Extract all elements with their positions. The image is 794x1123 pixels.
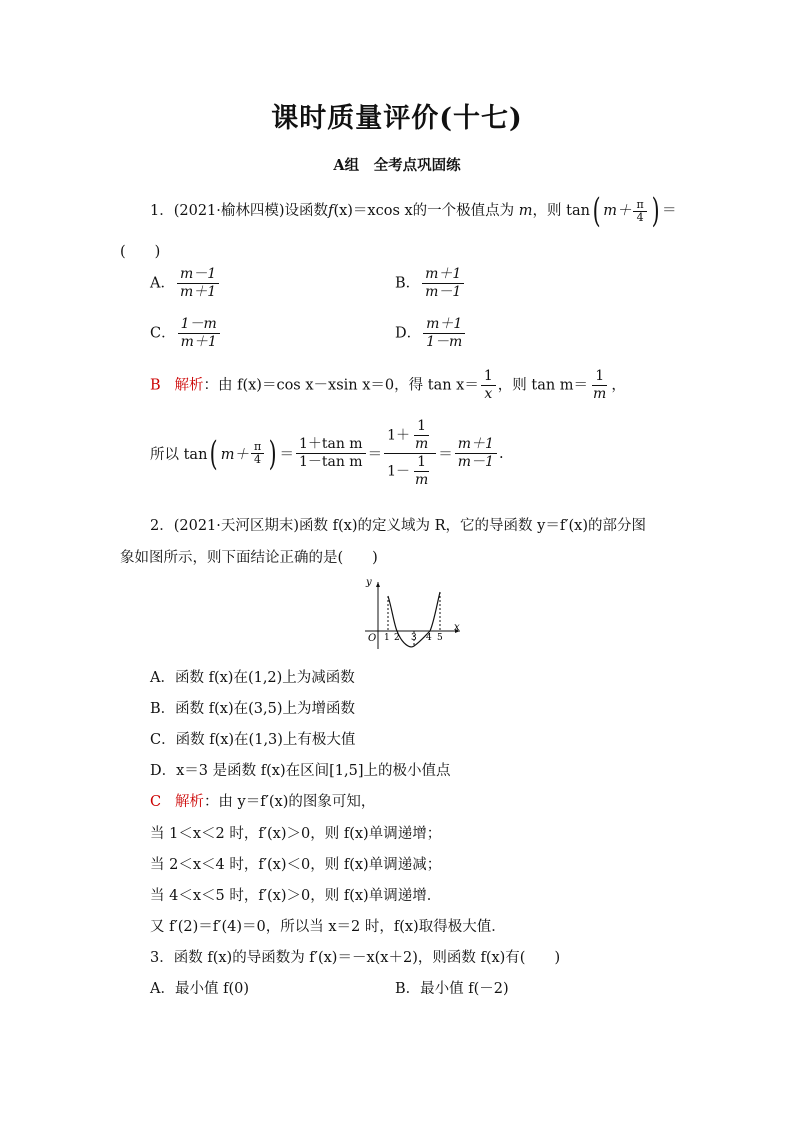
- q1-option-d: D． $\frac{m+1}{1-m}$: [395, 316, 467, 351]
- tick-5: 5: [437, 633, 443, 643]
- derivative-graph: [360, 574, 470, 654]
- q2-option-c: C．函数 f(x)在(1,3)上有极大值: [150, 732, 356, 748]
- q1-answer: B: [150, 377, 161, 394]
- tick-3: 3: [411, 633, 417, 643]
- q2-analysis-line1: 当 1＜x＜2 时，f′(x)＞0，则 f(x)单调递增；: [150, 826, 442, 842]
- q3-option-a: A．最小值 f(0): [150, 981, 249, 997]
- page-title: 课时质量评价(十七): [271, 103, 523, 134]
- tick-1: 1: [384, 633, 390, 643]
- q1-stem-a: 1．(2021·榆林四模)设函数: [150, 203, 329, 219]
- q1-stem-c: ，则 tan: [532, 203, 590, 219]
- q1-option-c: C． $\frac{1-m}{m+1}$: [150, 316, 222, 351]
- tick-4: 4: [426, 633, 432, 643]
- section-heading: A组 全考点巩固练: [333, 157, 461, 174]
- q1-analysis-line1: B 解析：由 f(x)＝cos x－xsin x＝0，得 tan x＝ $\frac{1}{x}$ ，则 tan m＝ $\frac{1}{m}$ ，: [150, 368, 626, 402]
- y-label: y: [366, 577, 372, 588]
- q1-analysis-label: 解析: [174, 377, 204, 394]
- q2-answer: C: [150, 794, 162, 810]
- q2-option-a: A．函数 f(x)在(1,2)上为减函数: [150, 670, 355, 686]
- q2-analysis-line2: 当 2＜x＜4 时，f′(x)＜0，则 f(x)单调递减；: [150, 857, 442, 873]
- q2-option-d: D．x＝3 是函数 f(x)在区间[1,5]上的极小值点: [150, 763, 451, 779]
- origin-label: O: [368, 633, 377, 644]
- q1-eq: ＝: [661, 203, 677, 219]
- q1-stem: 1．(2021·榆林四模)设函数f(x)＝xcos x的一个极值点为 m，则 tan( m＋ $\frac{\pi}{4}$ ) ＝: [150, 191, 677, 231]
- q1-stem-f: f: [328, 203, 334, 219]
- q1-option-a: A． $\frac{m-1}{m+1}$: [150, 266, 221, 301]
- q2-analysis-head: C 解析：由 y＝f′(x)的图象可知，: [150, 794, 376, 810]
- q3-option-b: B．最小值 f(－2): [395, 981, 509, 997]
- q2-analysis-line4: 又 f′(2)＝f′(4)＝0，所以当 x＝2 时，f(x)取得极大值．: [150, 919, 506, 935]
- pi-over-4: $\frac{\pi}{4}$: [633, 199, 646, 224]
- q2-stem-line1: 2．(2021·天河区期末)函数 f(x)的定义域为 R，它的导函数 y＝f′(x)的部分图: [150, 518, 646, 534]
- q1-analysis-line2: 所以 tan ( m＋ $\frac{\pi}{4}$ ) ＝ $\frac{\text{1＋tan m}}{\text{1－tan m}}$ ＝ 1＋ $\frac{1}{m}$ 1－ $\frac{1}{m}$ ＝ $\frac{m+1}{m-1}$ .: [150, 418, 504, 488]
- y-axis-arrow: [376, 582, 380, 587]
- q2-stem-line2: 象如图所示，则下面结论正确的是( ): [120, 550, 378, 566]
- q1-option-b: B． $\frac{m+1}{m-1}$: [395, 266, 466, 301]
- q2-analysis-line3: 当 4＜x＜5 时，f′(x)＞0，则 f(x)单调递增．: [150, 888, 442, 904]
- q2-analysis-label: 解析: [174, 794, 204, 810]
- q1-tan-m: m＋: [603, 203, 632, 219]
- q1-stem-b: (x)＝xcos x的一个极值点为: [333, 203, 515, 219]
- x-label: x: [454, 622, 460, 633]
- q1-stem-m: m: [518, 203, 533, 219]
- q1-blank: ( ): [120, 244, 161, 260]
- q3-stem: 3．函数 f(x)的导函数为 f′(x)＝－x(x＋2)，则函数 f(x)有( ): [150, 950, 561, 966]
- tick-2: 2: [394, 633, 400, 643]
- q2-option-b: B．函数 f(x)在(3,5)上为增函数: [150, 701, 355, 717]
